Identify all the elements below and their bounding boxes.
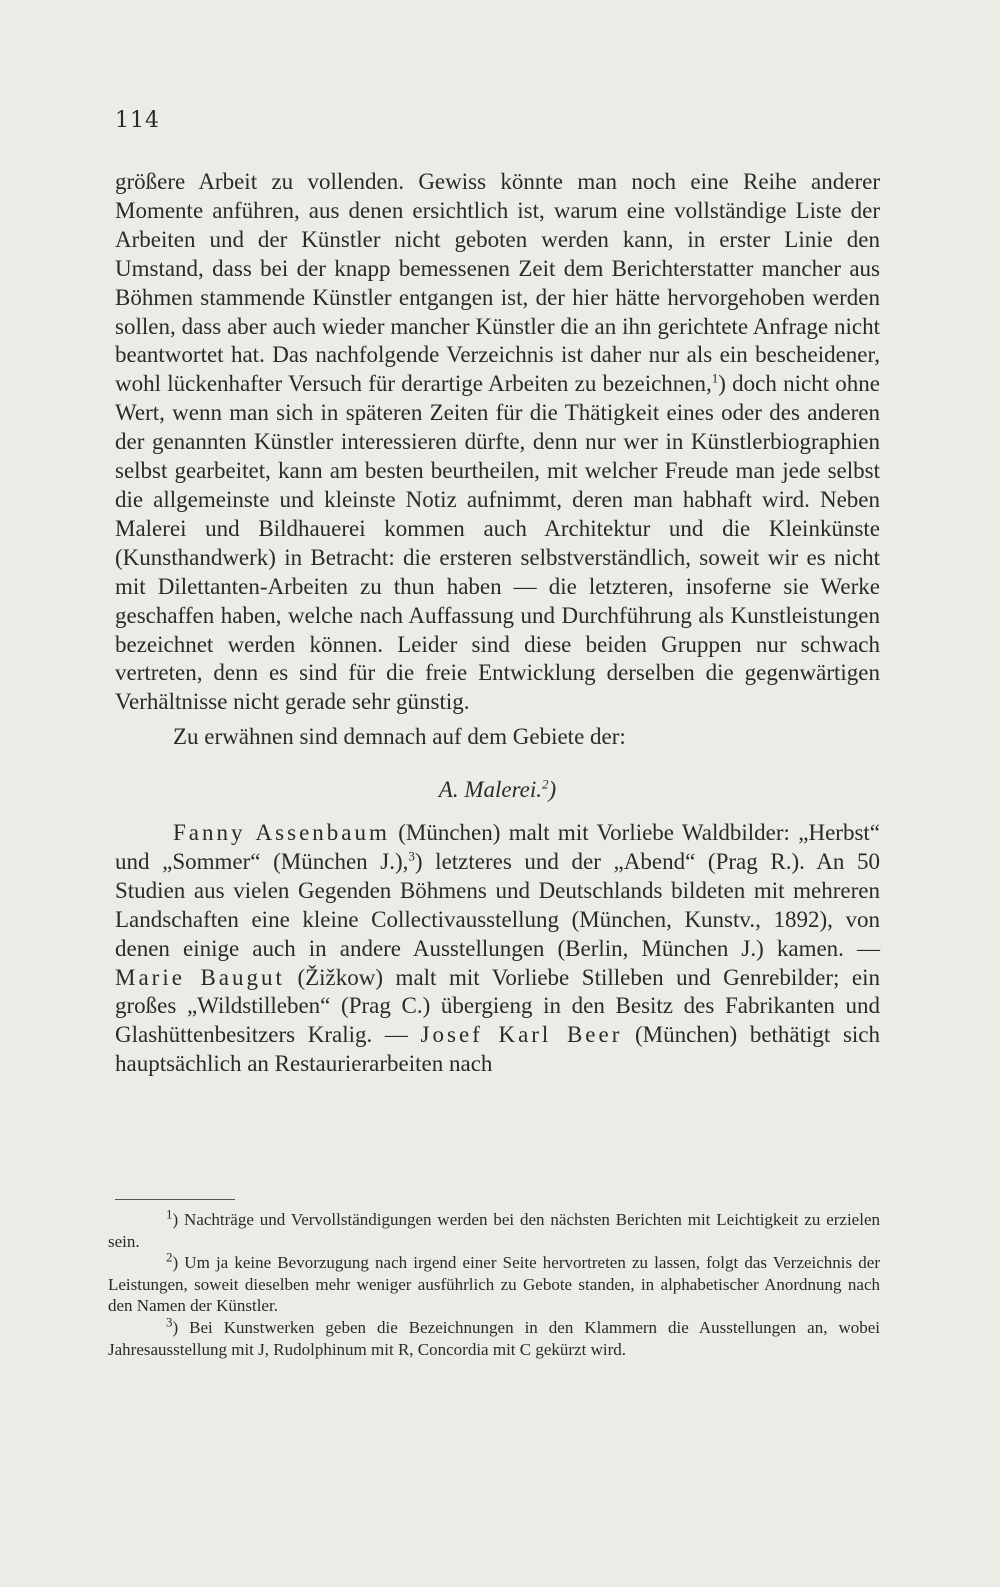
footnote-ref: 3 [408, 848, 415, 864]
footnote-1 [108, 1206, 880, 1252]
footnote-divider [115, 1199, 235, 1200]
section-title: A. Malerei. [438, 777, 543, 803]
footnote-text: ) Bei Kunstwerken geben die Bezeichnungen in den Klammern die Ausstellungen an, wobei Jahresausstellung mit J, Rudolphinum mit R, Concordia mit C gekürzt wird. [108, 1317, 880, 1359]
section-heading [115, 776, 880, 805]
footnote-mark: 3 [166, 1314, 173, 1330]
paragraph-text: ) letzteres und der „Abend“ (Prag R.). An 50 Studien aus vielen Gegenden Böhmens und Deutschlands bildeten mit mehreren Landschaften eine kleine Collectivausstellung (München, Kunstv., 1892), von denen einige auch in andere Ausstellungen (Berlin, München J.) kamen. — [115, 848, 880, 961]
artist-name: Marie Baugut [115, 964, 285, 990]
footnote-text: ) Um ja keine Bevorzugung nach irgend einer Seite hervortreten zu lassen, folgt das Verzeichnis der Leistungen, soweit dieselben mehr weniger ausführlich zu Gebote standen, in alphabetischer Anordnung nach den Namen der Künstler. [108, 1253, 880, 1316]
paragraph-text: größere Arbeit zu vollenden. Gewiss könnte man noch eine Reihe anderer Momente anführen, aus denen ersichtlich ist, warum eine vollständige Liste der Arbeiten und der Künstler nicht geboten werden kann, in erster Linie den Umstand, dass bei der knapp bemessenen Zeit dem Berichterstatter mancher aus Böhmen stammende Künstler entgangen ist, der hier hätte hervorgehoben werden sollen, dass aber auch wieder mancher Künstler die an ihn gerichtete Anfrage nicht beantwortet hat. Das nachfolgende Verzeichnis ist daher nur als ein bescheidener, wohl lückenhafter Versuch für derartige Arbeiten zu bezeichnen, [115, 169, 880, 397]
paragraph-artists [115, 819, 880, 1079]
footnote-mark: 1 [166, 1206, 173, 1222]
footnote-2 [108, 1249, 880, 1317]
page-number: 114 [115, 108, 160, 133]
heading-paren: ) [548, 777, 557, 803]
footnote-mark: 2 [166, 1249, 173, 1265]
paragraph-text: (München) bethätigt sich hauptsächlich an Restaurierarbeiten nach [115, 1022, 880, 1077]
artist-name: Fanny Assenbaum [173, 820, 390, 846]
paragraph-text: ) doch nicht ohne Wert, wenn man sich in späteren Zeiten für die Thätigkeit eines oder des anderen der genannten Künstler interessieren dürfte, denn nur wer in Künstlerbiographien selbst gearbeitet, kann am besten beurtheilen, mit welcher Freude man jede selbst die allgemeinste und kleinste Notiz aufnimmt, deren man habhaft wird. Neben Malerei und Bildhauerei kommen auch Architektur und die Kleinkünste (Kunsthandwerk) in Betracht: die ersteren selbstverständlich, soweit wir es nicht mit Dilettanten-Arbeiten zu thun haben — die letzteren, insoferne sie Werke geschaffen haben, welche nach Auffassung und Durchführung als Kunstleistungen bezeichnet werden können. Leider sind diese beiden Gruppen nur schwach vertreten, denn es sind für die freie Entwicklung derselben die gegenwärtigen Verhältnisse nicht gerade sehr günstig. [115, 371, 880, 715]
footnote-3 [108, 1314, 880, 1360]
paragraph-lead-in: Zu erwähnen sind demnach auf dem Gebiete der: [173, 724, 626, 750]
paragraph-text: (Žižkow) malt mit Vorliebe Stilleben und Genrebilder; ein großes „Wildstilleben“ (Prag C.) übergieng in den Besitz des Fabrikanten und Glashüttenbesitzers Kralig. — [115, 964, 881, 1048]
artist-name: Josef Karl Beer [420, 1022, 623, 1048]
paragraph-intro [115, 168, 880, 717]
footnote-ref: 2 [542, 776, 549, 792]
footnote-ref: 1 [711, 370, 719, 386]
paragraph-text: (München) malt mit Vorliebe Waldbilder: „Herbst“ und „Sommer“ (München J.), [115, 820, 880, 874]
footnote-text: ) Nachträge und Vervollständigungen werden bei den nächsten Berichten mit Leichtigkeit zu erzielen sein. [108, 1210, 880, 1251]
body-text [115, 168, 880, 1079]
footnotes [108, 1206, 880, 1360]
